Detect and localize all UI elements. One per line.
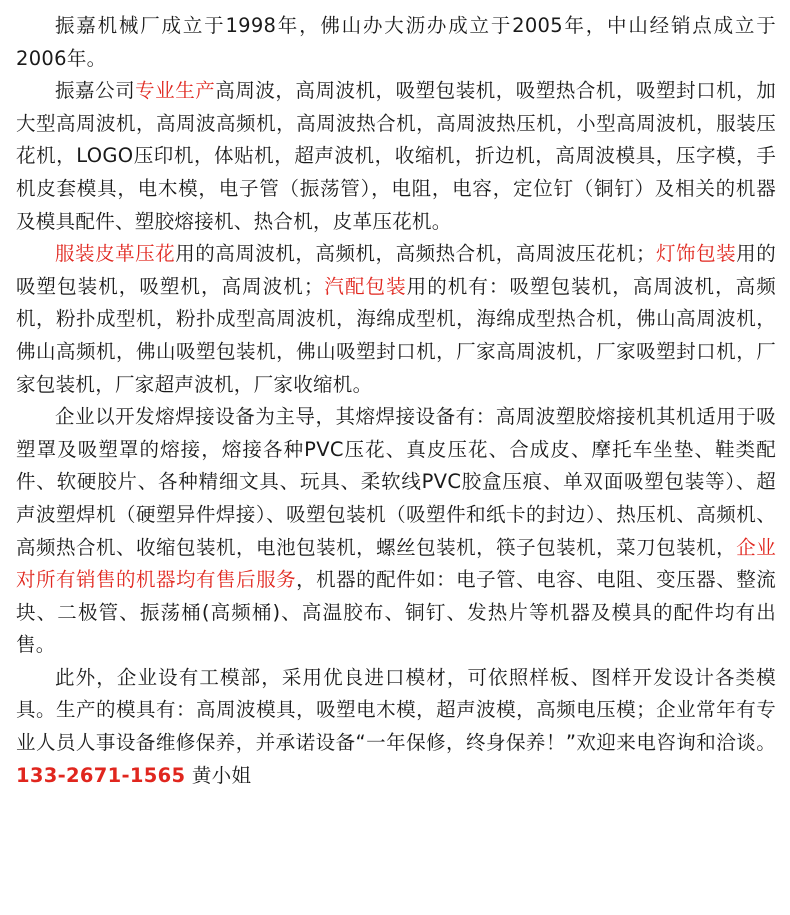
products-list: 高周波，高周波机，吸塑包装机，吸塑热合机，吸塑封口机，加大型高周波机，高周波高频机，高周波热合机，高周波热压机，小型高周波机，服装压花机，LOGO压印机，体贴机，超声波机，收缩机，折边机，高周波模具，压字模，手机皮套模具，电木模，电子管（振荡管），电阻，电容，定位钉（铜钉）及相关的机器及模具配件、塑胶熔接机、热合机，皮革压花机。 [16, 79, 776, 233]
contact-name: 黄小姐 [185, 763, 252, 787]
paragraph-history [16, 10, 776, 75]
application-highlight-garment: 服装皮革压花 [55, 242, 176, 266]
products-highlight: 专业生产 [135, 79, 216, 103]
application-text-garment: 用的高周波机，高频机，高频热合机，高周波压花机； [175, 242, 656, 266]
paragraph-welding-equipment [16, 401, 776, 662]
paragraph-applications [16, 238, 776, 401]
welding-text-2: ，机器的配件如：电子管、电容、电阻、变压器、整流块、二极管、振荡桶(高频桶)、高温胶布、铜钉、发热片等机器及模具的配件均有出售。 [16, 568, 776, 657]
company-intro-document [16, 10, 776, 792]
after-sales-highlight: 企业对所有销售的机器均有售后服务 [16, 535, 776, 592]
paragraph-products [16, 75, 776, 238]
welding-text-1: 企业以开发熔焊接设备为主导，其熔焊接设备有：高周波塑胶熔接机其机适用于吸塑罩及吸塑罩的熔接，熔接各种PVC压花、真皮压花、合成皮、摩托车坐垫、鞋类配件、软硬胶片、各种精细文具、玩具、柔软线PVC胶盒压痕、单双面吸塑包装等）、超声波塑焊机（硬塑异件焊接）、吸塑包装机（吸塑件和纸卡的封边）、热压机、高频机、高频热合机、收缩包装机，电池包装机，螺丝包装机，筷子包装机，菜刀包装机， [16, 405, 776, 559]
contact-phone-link[interactable]: 133-2671-1565 [16, 763, 186, 787]
application-highlight-lighting: 灯饰包装 [655, 242, 737, 266]
application-text-lighting: 用的吸塑包装机，吸塑机，高周波机； [16, 242, 776, 298]
mold-text: 此外，企业设有工模部，采用优良进口模材，可依照样板、图样开发设计各类模具。生产的模具有：高周波模具，吸塑电木模，超声波模，高频电压模；企业常年有专业人员人事设备维修保养，并承诺设备“一年保修，终身保养！”欢迎来电咨询和洽谈。 [16, 665, 776, 755]
products-lead: 振嘉公司 [55, 79, 136, 103]
application-text-auto-parts: 用的机有：吸塑包装机，高周波机，高频机，粉扑成型机，粉扑成型高周波机，海绵成型机，海绵成型热合机，佛山高周波机，佛山高频机，佛山吸塑包装机，佛山吸塑封口机，厂家高周波机，厂家吸塑封口机，厂家包装机，厂家超声波机，厂家收缩机。 [16, 274, 776, 396]
history-text: 振嘉机械厂成立于1998年，佛山办大沥办成立于2005年，中山经销点成立于2006年。 [16, 14, 776, 70]
paragraph-mold-department [16, 662, 776, 792]
application-highlight-auto-parts: 汽配包装 [323, 274, 407, 298]
